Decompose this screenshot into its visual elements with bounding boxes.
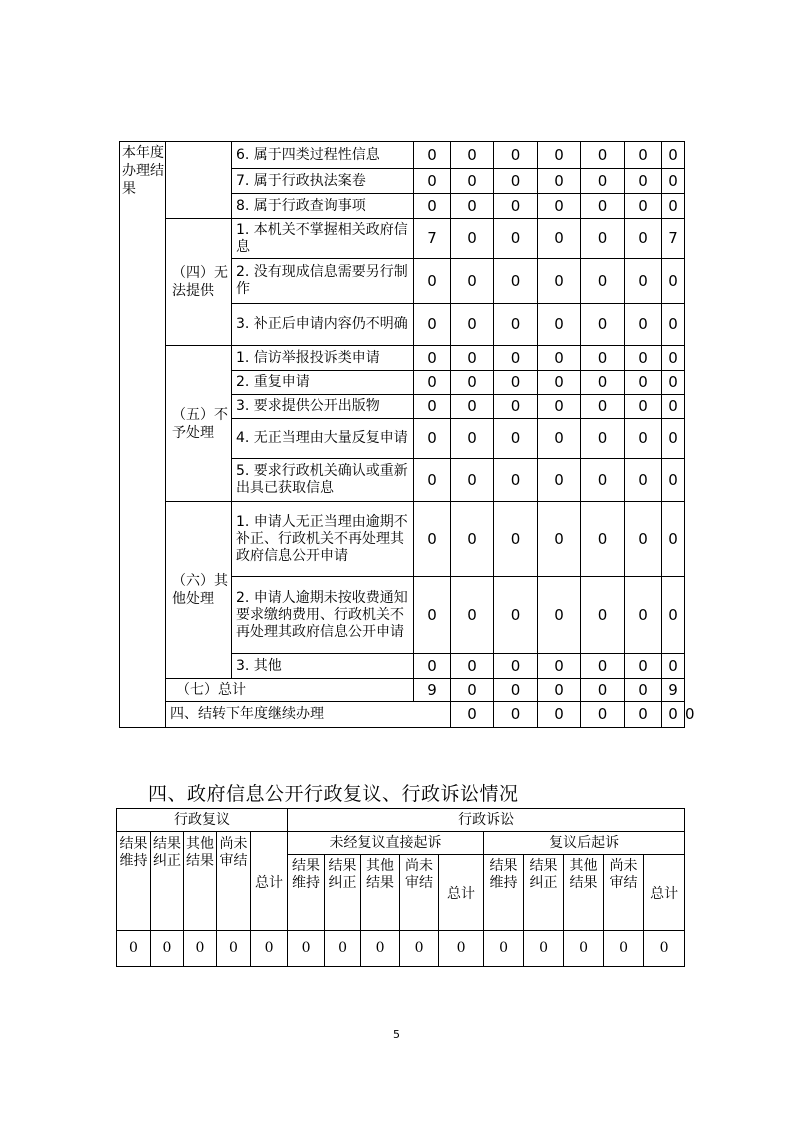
row-label: 3. 要求提供公开出版物	[232, 395, 414, 419]
table-row-carry: 四、结转下年度继续办理 0 0 0 0 0 0 0	[120, 702, 685, 728]
row-label: 2. 申请人逾期未按收费通知要求缴纳费用、行政机关不再处理其政府信息公开申请	[232, 577, 414, 654]
cell-value: 0	[625, 577, 662, 654]
carry-over-label: 四、结转下年度继续办理	[166, 702, 451, 728]
cell-value: 0	[581, 459, 625, 502]
cell-value: 0	[538, 702, 581, 728]
cell-value: 0	[581, 371, 625, 395]
cell-value: 0	[662, 502, 685, 577]
cell-value: 0	[414, 259, 451, 304]
cell-value: 0	[625, 304, 662, 346]
cell-value: 0	[451, 259, 494, 304]
cell-value: 0	[538, 419, 581, 459]
cell-value: 0	[414, 654, 451, 679]
cell-value: 0	[451, 679, 494, 702]
cell-value: 0	[625, 169, 662, 194]
group-cell-empty	[166, 142, 232, 219]
cell-value: 0	[662, 194, 685, 219]
cell-value: 9	[662, 679, 685, 702]
cell-value: 0	[625, 702, 662, 728]
group-label: （五）不予处理	[166, 346, 232, 502]
litigation-header: 行政诉讼	[288, 809, 685, 832]
cell-value: 0	[662, 259, 685, 304]
after-col-header: 尚未审结	[604, 855, 644, 931]
direct-col-header: 其他结果	[361, 855, 400, 931]
cell-value: 0	[581, 346, 625, 371]
group-label: （四）无法提供	[166, 219, 232, 346]
review-value: 0	[151, 931, 184, 967]
row-label: 8. 属于行政查询事项	[232, 194, 414, 219]
review-col-header: 尚未审结	[217, 832, 251, 931]
direct-col-header: 总计	[439, 855, 484, 931]
cell-value: 0	[451, 194, 494, 219]
after-col-header: 其他结果	[564, 855, 604, 931]
cell-value: 0	[581, 304, 625, 346]
cell-value: 0	[414, 577, 451, 654]
cell-value: 0	[662, 169, 685, 194]
cell-value: 0	[581, 259, 625, 304]
cell-value: 0	[414, 395, 451, 419]
direct-suit-header: 未经复议直接起诉	[288, 832, 484, 855]
row-label: 5. 要求行政机关确认或重新出具已获取信息	[232, 459, 414, 502]
cell-value: 0	[494, 304, 538, 346]
review-header: 行政复议	[117, 809, 288, 832]
after-col-header: 结果纠正	[524, 855, 564, 931]
cell-value: 0	[625, 194, 662, 219]
section-heading: 四、政府信息公开行政复议、行政诉讼情况	[148, 783, 519, 805]
cell-value: 0	[451, 304, 494, 346]
review-value: 0	[117, 931, 151, 967]
row-label: 6. 属于四类过程性信息	[232, 142, 414, 169]
cell-value: 0	[451, 142, 494, 169]
after-value: 0	[524, 931, 564, 967]
cell-value: 0	[581, 577, 625, 654]
cell-value: 0	[581, 194, 625, 219]
cell-value: 0	[494, 654, 538, 679]
cell-value: 0	[494, 577, 538, 654]
direct-value: 0	[288, 931, 325, 967]
direct-value: 0	[439, 931, 484, 967]
cell-value: 0	[662, 304, 685, 346]
cell-value: 0	[494, 142, 538, 169]
direct-value: 0	[400, 931, 439, 967]
cell-value: 0	[494, 194, 538, 219]
row-label: 1. 本机关不掌握相关政府信息	[232, 219, 414, 259]
cell-value: 0	[494, 346, 538, 371]
direct-col-header: 结果纠正	[325, 855, 361, 931]
cell-value: 0	[414, 371, 451, 395]
cell-value: 0	[494, 459, 538, 502]
table-row	[120, 142, 685, 169]
cell-value: 0	[538, 459, 581, 502]
cell-value: 0	[581, 219, 625, 259]
cell-value: 0	[625, 395, 662, 419]
cell-value: 0	[414, 459, 451, 502]
cell-value: 0	[538, 169, 581, 194]
cell-value: 0	[538, 194, 581, 219]
cell-value: 0	[451, 577, 494, 654]
cell-value: 0	[625, 654, 662, 679]
cell-value: 0	[414, 419, 451, 459]
cell-value: 0	[581, 502, 625, 577]
row-label: 2. 重复申请	[232, 371, 414, 395]
cell-value: 0	[414, 304, 451, 346]
cell-value: 0	[625, 459, 662, 502]
cell-value: 0	[581, 169, 625, 194]
row-label: 3. 其他	[232, 654, 414, 679]
review-col-header: 其他结果	[184, 832, 217, 931]
cell-value: 0	[494, 679, 538, 702]
cell-value: 0	[662, 142, 685, 169]
table-row-total	[120, 679, 685, 702]
cell-value: 0	[494, 371, 538, 395]
cell-value: 0	[538, 654, 581, 679]
cell-value: 0	[538, 679, 581, 702]
row-label: 7. 属于行政执法案卷	[232, 169, 414, 194]
cell-value: 0	[662, 654, 685, 679]
cell-value: 0	[538, 346, 581, 371]
direct-value: 0	[325, 931, 361, 967]
cell-value: 0	[538, 142, 581, 169]
table-row	[120, 502, 685, 577]
cell-value: 0	[414, 169, 451, 194]
cell-value: 0	[625, 679, 662, 702]
cell-value: 0	[662, 371, 685, 395]
page-number: 5	[393, 1028, 400, 1041]
row-label: 4. 无正当理由大量反复申请	[232, 419, 414, 459]
cell-value: 0	[538, 259, 581, 304]
cell-value: 9	[414, 679, 451, 702]
review-value: 0	[217, 931, 251, 967]
cell-value: 0	[451, 346, 494, 371]
cell-value: 0	[625, 259, 662, 304]
row-label: 3. 补正后申请内容仍不明确	[232, 304, 414, 346]
row-label: 2. 没有现成信息需要另行制作	[232, 259, 414, 304]
review-col-header: 总计	[251, 832, 288, 931]
after-value: 0	[484, 931, 524, 967]
after-col-header: 结果维持	[484, 855, 524, 931]
direct-value: 0	[361, 931, 400, 967]
cell-value: 7	[414, 219, 451, 259]
table-row	[120, 219, 685, 259]
cell-value: 0	[494, 702, 538, 728]
cell-value: 0	[581, 654, 625, 679]
row-label: 1. 信访举报投诉类申请	[232, 346, 414, 371]
processing-results-table	[119, 141, 695, 728]
cell-value: 0	[625, 346, 662, 371]
cell-value: 0	[625, 502, 662, 577]
cell-value: 0	[538, 577, 581, 654]
row-label: 1. 申请人无正当理由逾期不补正、行政机关不再处理其政府信息公开申请	[232, 502, 414, 577]
cell-value: 0	[538, 395, 581, 419]
cell-value: 0	[451, 502, 494, 577]
cell-value: 0	[538, 304, 581, 346]
cell-value: 0	[538, 502, 581, 577]
cell-value: 0	[451, 169, 494, 194]
review-col-header: 结果纠正	[151, 832, 184, 931]
cell-value: 0	[414, 502, 451, 577]
cell-value: 0	[494, 395, 538, 419]
cell-value: 0	[581, 395, 625, 419]
review-col-header: 结果维持	[117, 832, 151, 931]
cell-value: 0	[494, 419, 538, 459]
cell-value: 0	[625, 419, 662, 459]
cell-value: 0	[451, 702, 494, 728]
cell-value: 0	[451, 371, 494, 395]
cell-value: 0	[581, 419, 625, 459]
cell-value: 0	[494, 219, 538, 259]
cell-value: 0	[625, 371, 662, 395]
cell-value: 0	[538, 219, 581, 259]
after-value: 0	[644, 931, 685, 967]
cell-value: 0	[662, 419, 685, 459]
cell-value: 0	[451, 395, 494, 419]
cell-value: 0	[581, 679, 625, 702]
cell-value: 0	[414, 346, 451, 371]
cell-value: 0	[662, 346, 685, 371]
cell-value: 0	[662, 459, 685, 502]
cell-value: 0	[625, 142, 662, 169]
review-value: 0	[251, 931, 288, 967]
table-row	[120, 346, 685, 371]
cell-value: 0	[451, 219, 494, 259]
cell-value: 0	[662, 395, 685, 419]
direct-col-header: 尚未审结	[400, 855, 439, 931]
cell-value: 0	[494, 259, 538, 304]
cell-value: 0	[414, 142, 451, 169]
cell-value: 0	[494, 169, 538, 194]
after-value: 0	[564, 931, 604, 967]
cell-value: 0	[662, 702, 685, 728]
group-label: （六）其他处理	[166, 502, 232, 679]
total-label: （七）总计	[166, 679, 414, 702]
after-col-header: 总计	[644, 855, 685, 931]
review-litigation-table	[116, 808, 685, 967]
after-value: 0	[604, 931, 644, 967]
cell-value: 0	[581, 142, 625, 169]
cell-value: 0	[662, 577, 685, 654]
after-review-suit-header: 复议后起诉	[484, 832, 685, 855]
cell-value: 0	[451, 419, 494, 459]
cell-value: 0	[538, 371, 581, 395]
direct-col-header: 结果维持	[288, 855, 325, 931]
cell-value: 0	[451, 654, 494, 679]
cell-value: 0	[581, 702, 625, 728]
cell-value: 0	[494, 502, 538, 577]
cell-value: 0	[451, 459, 494, 502]
cell-value: 7	[662, 219, 685, 259]
cell-value: 0	[414, 194, 451, 219]
cell-value: 0	[625, 219, 662, 259]
review-value: 0	[184, 931, 217, 967]
section-label: 本年度办理结果	[120, 142, 166, 728]
